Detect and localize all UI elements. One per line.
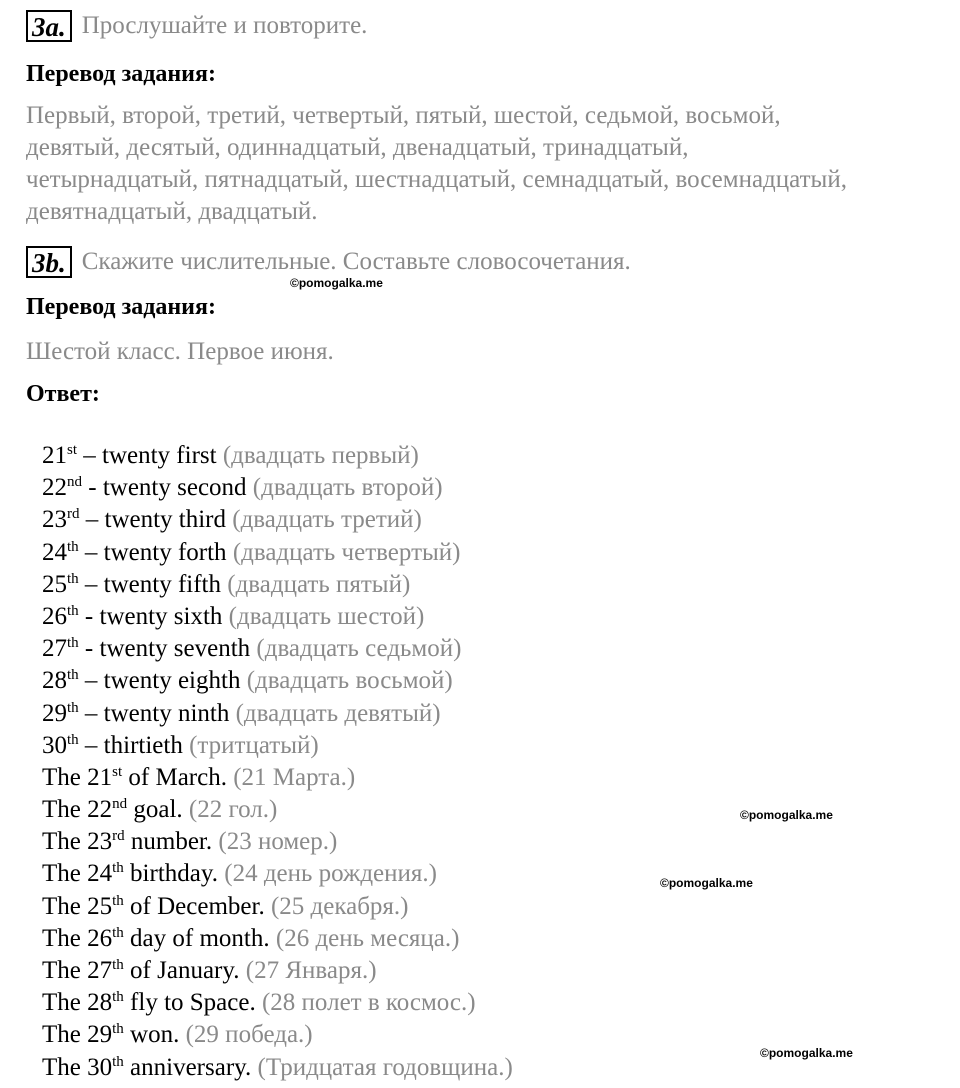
ordinals-line: девятнадцатый, двадцатый. [26,198,318,225]
ordinal-suffix: th [67,731,79,748]
answer-number: 22 [42,474,67,502]
ordinal-suffix: th [67,667,79,684]
ordinal-suffix: th [67,699,79,716]
translation-heading-a: Перевод задания: [26,61,216,87]
answer-translation: (двадцать четвертый) [232,538,461,566]
answer-number: The 24 [42,860,113,888]
answer-list [42,440,513,1084]
answer-translation: (двадцать пятый) [227,570,411,598]
answer-number: 26 [42,602,67,630]
answer-item [42,955,513,987]
answer-number: The 29 [42,1021,113,1049]
answer-number: 21 [42,442,67,469]
task-3b-instruction: Скажите числительные. Составьте словосочетания. [81,248,631,275]
answer-number: 28 [42,667,67,695]
ordinal-suffix: st [67,442,78,458]
answer-number: 23 [42,506,67,534]
answer-translation: (двадцать шестой) [228,602,425,630]
watermark: ©pomogalka.me [740,808,833,822]
answer-english: – twenty ninth [78,699,236,727]
answer-number: 25 [42,570,67,598]
answer-english: anniversary. [123,1053,258,1081]
ordinals-line: Первый, второй, третий, четвертый, пятый, шестой, седьмой, восьмой, [26,102,781,129]
answer-english: number. [124,828,219,856]
watermark: ©pomogalka.me [760,1046,853,1060]
answer-item [42,665,513,697]
ordinal-suffix: nd [112,796,128,813]
answer-translation: (27 Января.) [245,957,377,984]
ordinal-suffix: th [67,538,79,555]
ordinal-suffix: rd [67,506,80,523]
ordinals-line: четырнадцатый, пятнадцатый, шестнадцатый, семнадцатый, восемнадцатый, [26,166,847,193]
task-3b-translation: Шестой класс. Первое июня. [26,338,334,365]
answer-translation: (двадцать седьмой) [256,635,462,663]
answer-item [42,472,513,504]
ordinal-suffix: th [112,989,124,1006]
answer-english: - twenty second [82,474,253,502]
answer-translation: (двадцать девятый) [235,699,441,727]
answer-item [42,891,513,923]
answer-number: The 23 [42,828,113,856]
answer-item [42,987,513,1019]
ordinal-suffix: th [112,957,124,973]
answer-translation: (24 день рождения.) [224,860,437,888]
task-3b-header [26,246,631,278]
ordinals-paragraph [26,100,956,228]
answer-item [42,923,513,955]
task-3a-label: 3a. [26,10,72,42]
answer-number: The 22 [42,796,113,824]
answer-english: - twenty seventh [78,635,257,663]
answer-translation: (двадцать восьмой) [246,667,453,695]
watermark: ©pomogalka.me [660,876,753,890]
answer-item [42,826,513,858]
answer-item [42,1019,513,1051]
answer-translation: (двадцать третий) [232,506,422,534]
ordinal-suffix: th [112,892,124,909]
answer-item [42,858,513,890]
task-3a-header [26,10,367,42]
answer-english: – twenty eighth [78,667,247,695]
answer-english: birthday. [123,860,225,888]
answer-number: The 28 [42,989,113,1017]
answer-translation: (Тридцатая годовщина.) [257,1053,513,1081]
ordinal-suffix: th [112,924,124,941]
answer-english: won. [123,1021,186,1049]
answer-number: 29 [42,699,67,727]
ordinal-suffix: th [67,602,79,619]
answer-item [42,730,513,762]
ordinal-suffix: th [67,570,79,587]
ordinal-suffix: st [112,763,123,780]
answer-item [42,504,513,536]
answer-english: of January. [123,957,246,984]
ordinal-suffix: th [67,635,79,652]
task-3b-label: 3b. [26,246,72,278]
answer-english: day of month. [123,924,276,952]
answer-translation: (тритцатый) [189,731,319,759]
answer-number: 24 [42,538,67,566]
answer-english: – twenty fifth [78,570,228,598]
answer-number: 30 [42,731,67,759]
answer-english: - twenty sixth [78,602,229,630]
translation-heading-b: Перевод задания: [26,294,216,320]
ordinal-suffix: th [112,1021,124,1038]
answer-heading: Ответ: [26,381,100,407]
watermark: ©pomogalka.me [290,276,383,290]
answer-item [42,440,513,472]
answer-item [42,762,513,794]
answer-english: fly to Space. [123,989,262,1017]
answer-translation: (22 гол.) [188,796,278,824]
answer-english: goal. [127,796,189,824]
answer-translation: (26 день месяца.) [275,924,460,952]
ordinal-suffix: rd [112,828,125,845]
answer-translation: (29 победа.) [185,1021,313,1049]
ordinal-suffix: nd [67,474,82,491]
task-3a-instruction: Прослушайте и повторите. [81,12,368,39]
answer-translation: (21 Марта.) [233,763,356,791]
answer-english: of December. [123,892,271,920]
answer-item [42,633,513,665]
answer-item [42,601,513,633]
ordinal-suffix: th [112,860,124,877]
answer-number: The 25 [42,892,113,920]
answer-translation: (23 номер.) [218,828,338,856]
answer-number: The 30 [42,1053,113,1081]
answer-translation: (28 полет в космос.) [261,989,476,1017]
answer-number: 27 [42,635,67,663]
answer-english: – twenty forth [78,538,233,566]
answer-translation: (двадцать второй) [252,474,443,502]
answer-item [42,569,513,601]
answer-translation: (25 декабря.) [270,892,409,920]
answer-english: – twenty third [79,506,233,534]
answer-item [42,537,513,569]
answer-number: The 21 [42,763,113,791]
answer-item [42,1052,513,1084]
answer-english: – thirtieth [78,731,190,759]
answer-number: The 26 [42,924,113,952]
answer-number: The 27 [42,957,113,984]
answer-english: – twenty first [77,442,223,469]
answer-item [42,794,513,826]
ordinals-line: девятый, десятый, одиннадцатый, двенадцатый, тринадцатый, [26,134,689,161]
answer-translation: (двадцать первый) [222,442,419,469]
answer-item [42,698,513,730]
ordinal-suffix: th [112,1053,124,1070]
answer-english: of March. [122,763,234,791]
